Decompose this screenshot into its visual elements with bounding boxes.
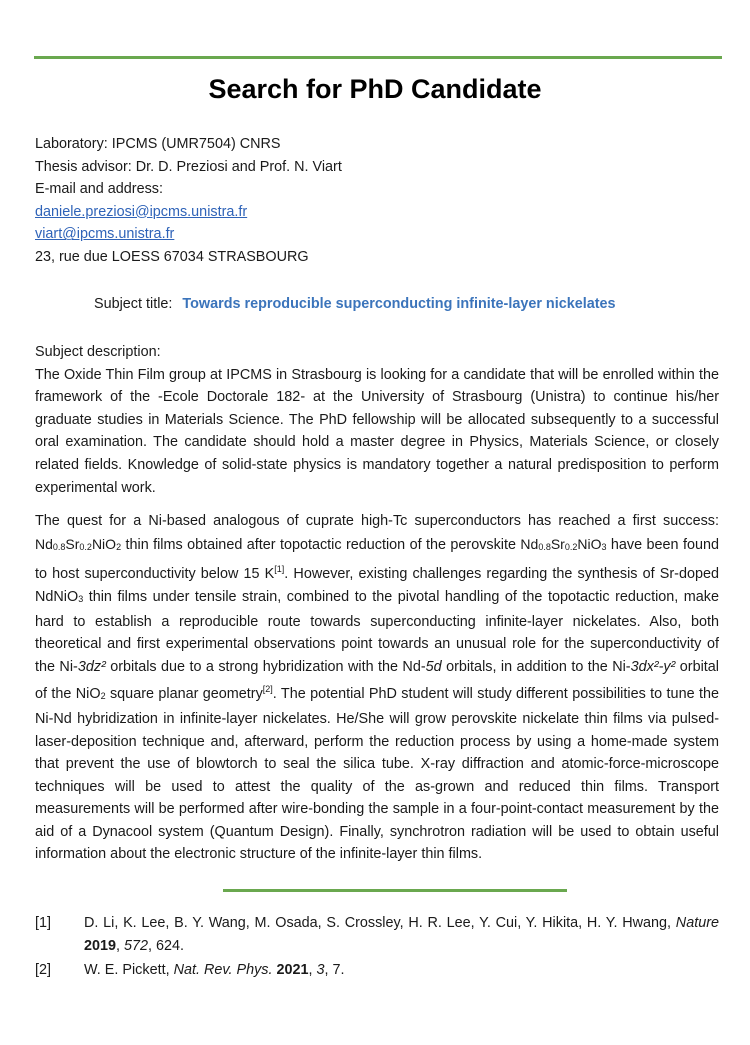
formula-nd08sr02nio2: $Nd_{0.8}Sr_{0.2}NiO_2$ <box>35 535 122 552</box>
reference-number: [2] <box>35 962 51 979</box>
references-divider <box>223 889 567 892</box>
email-link-viart[interactable]: viart@ipcms.unistra.fr <box>35 226 175 243</box>
email-label: E-mail and address: <box>35 181 163 198</box>
advisor-line: Thesis advisor: Dr. D. Preziosi and Prof. N. Viart <box>35 158 342 175</box>
reference-text: W. E. Pickett, Nat. Rev. Phys. 2021, 3, 7. <box>84 962 345 979</box>
address-line: 23, rue due LOESS 67034 STRASBOURG <box>35 248 309 265</box>
page-title: Search for PhD Candidate <box>208 74 542 104</box>
reference-text: D. Li, K. Lee, B. Y. Wang, M. Osada, S. Crossley, H. R. Lee, Y. Cui, Y. Hikita, H. Y. Hwang, Nature 2019, 572, 624. <box>84 915 719 954</box>
citation-1: [1] <box>274 564 285 575</box>
subject-title: Towards reproducible superconducting infinite-layer nickelates <box>182 296 616 312</box>
subject-description <box>35 341 719 877</box>
reference-2 <box>35 959 719 982</box>
reference-1 <box>35 912 719 957</box>
formula-nd08sr02nio3: $Nd_{0.8}Sr_{0.2}NiO_3$ <box>520 535 607 552</box>
description-paragraph-1: Subject description: The Oxide Thin Film group at IPCMS in Strasbourg is looking for a candidate that will be enrolled within the framework of the -Ecole Doctorale 182- at the University of Strasbourg (Unistra) to continue his/her graduate studies in Materials Science. The PhD fellowship will be allocated subsequently to a successful oral examination. The candidate should hold a master degree in Physics, Materials Science, or closely related fields. Knowledge of solid-state physics is mandatory together a natural predisposition to perform experimental work. <box>35 341 719 499</box>
top-divider <box>34 56 722 59</box>
subject-label: Subject title: <box>94 296 173 312</box>
description-label: Subject description: <box>35 344 161 360</box>
citation-2: [2] <box>262 684 273 695</box>
description-paragraph-2: The quest for a Ni-based analogous of cuprate high-Tc superconductors has reached a first success: $Nd_{0.8}Sr_{0.2}NiO_2$ thin films obtained after topotactic reduction of the perovskite $Nd_{0.8}Sr_{0.2}NiO_3$ have been found to host superconductivity below 15 K[1]. However, existing challenges regarding the synthesis of Sr-doped NdNiO$_3$ thin films under tensile strain, combined to the pivotal handling of the topotactic reduction, make hard to establish a reproducible route towards superconducting infinite-layer nickelates. Also, both theoretical and first experimental observations point towards an unusual role for the superconductivity of the Ni-3dz² orbitals due to a strong hybridization with the Nd-5d orbitals, in addition to the Ni-3dx²-y² orbital of the NiO$_2$ square planar geometry[2]. The potential PhD student will study different possibilities to tune the Ni-Nd hybridization in infinite-layer nickelates. He/She will grow perovskite nickelate thin films via pulsed-laser-deposition technique and, afterward, perform the reduction process by using a home-made system that prevent the use of blowtorch to seal the silica tube. X-ray diffraction and atomic-force-microscope techniques will be used to attest the quality of the as-grown and reduced thin films. Transport measurements will be performed after wire-bonding the sample in a four-point-contact measurement by the aid of a Dynacool system (Quantum Design). Finally, synchrotron radiation will be used to obtain useful information about the electronic structure of the infinite-layer thin films. <box>35 513 719 863</box>
reference-number: [1] <box>35 915 51 931</box>
contact-info <box>35 133 342 269</box>
email-link-preziosi[interactable]: daniele.preziosi@ipcms.unistra.fr <box>35 203 248 220</box>
subject-line <box>94 296 616 312</box>
laboratory-line: Laboratory: IPCMS (UMR7504) CNRS <box>35 136 281 152</box>
references <box>35 912 719 984</box>
